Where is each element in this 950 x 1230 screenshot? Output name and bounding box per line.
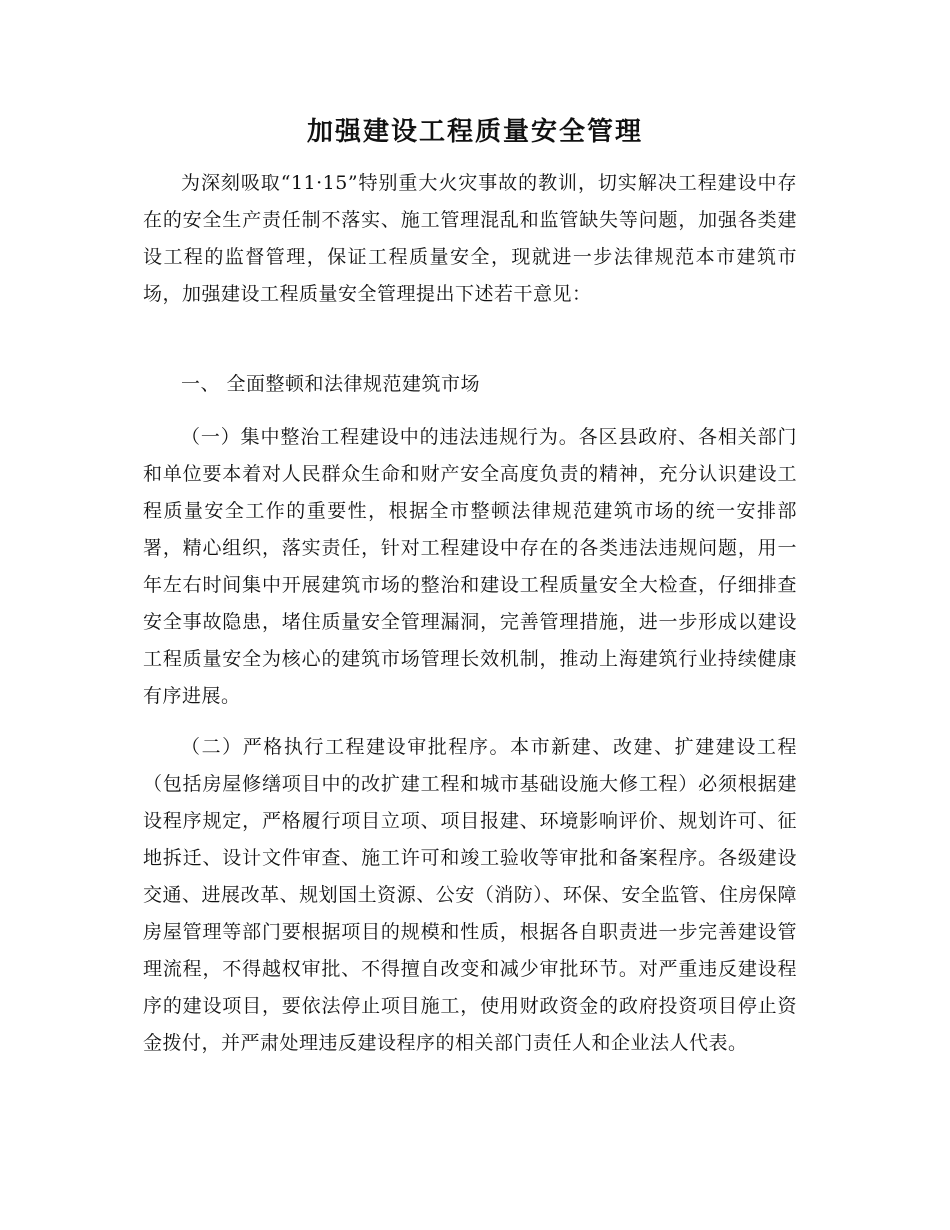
document-title: 加强建设工程质量安全管理: [306, 117, 643, 147]
section-heading: 一、 全面整顿和法律规范建筑市场: [181, 373, 481, 395]
body-paragraph: （一）集中整治工程建设中的违法违规行为。各区县政府、各相关部门和单位要本着对人民群众生命和财产安全高度负责的精神，充分认识建设工程质量安全工作的重要性，根据全市整顿法律规范建筑市场的统一安排部署，精心组织，落实责任，针对工程建设中存在的各类违法违规问题，用一年左右时间集中开展建筑市场的整治和建设工程质量安全大检查，仔细排查安全事故隐患，堵住质量安全管理漏洞，完善管理措施，进一步形成以建设工程质量安全为核心的建筑市场管理长效机制，推动上海建筑行业持续健康有序进展。: [143, 426, 797, 707]
intro-paragraph: 为深刻吸取“11·15”特别重大火灾事故的教训，切实解决工程建设中存在的安全生产责任制不落实、施工管理混乱和监管缺失等问题，加强各类建设工程的监督管理，保证工程质量安全，现就进一步法律规范本市建筑市场，加强建设工程质量安全管理提出下述若干意见：: [143, 172, 797, 305]
body-paragraph: （二）严格执行工程建设审批程序。本市新建、改建、扩建建设工程（包括房屋修缮项目中的改扩建工程和城市基础设施大修工程）必须根据建设程序规定，严格履行项目立项、项目报建、环境影响评价、规划许可、征地拆迁、设计文件审查、施工许可和竣工验收等审批和备案程序。各级建设交通、进展改革、规划国土资源、公安（消防）、环保、安全监管、住房保障房屋管理等部门要根据项目的规模和性质，根据各自职责进一步完善建设管理流程，不得越权审批、不得擅自改变和减少审批环节。对严重违反建设程序的建设项目，要依法停止项目施工，使用财政资金的政府投资项目停止资金拨付，并严肃处理违反建设程序的相关部门责任人和企业法人代表。: [143, 736, 797, 1054]
